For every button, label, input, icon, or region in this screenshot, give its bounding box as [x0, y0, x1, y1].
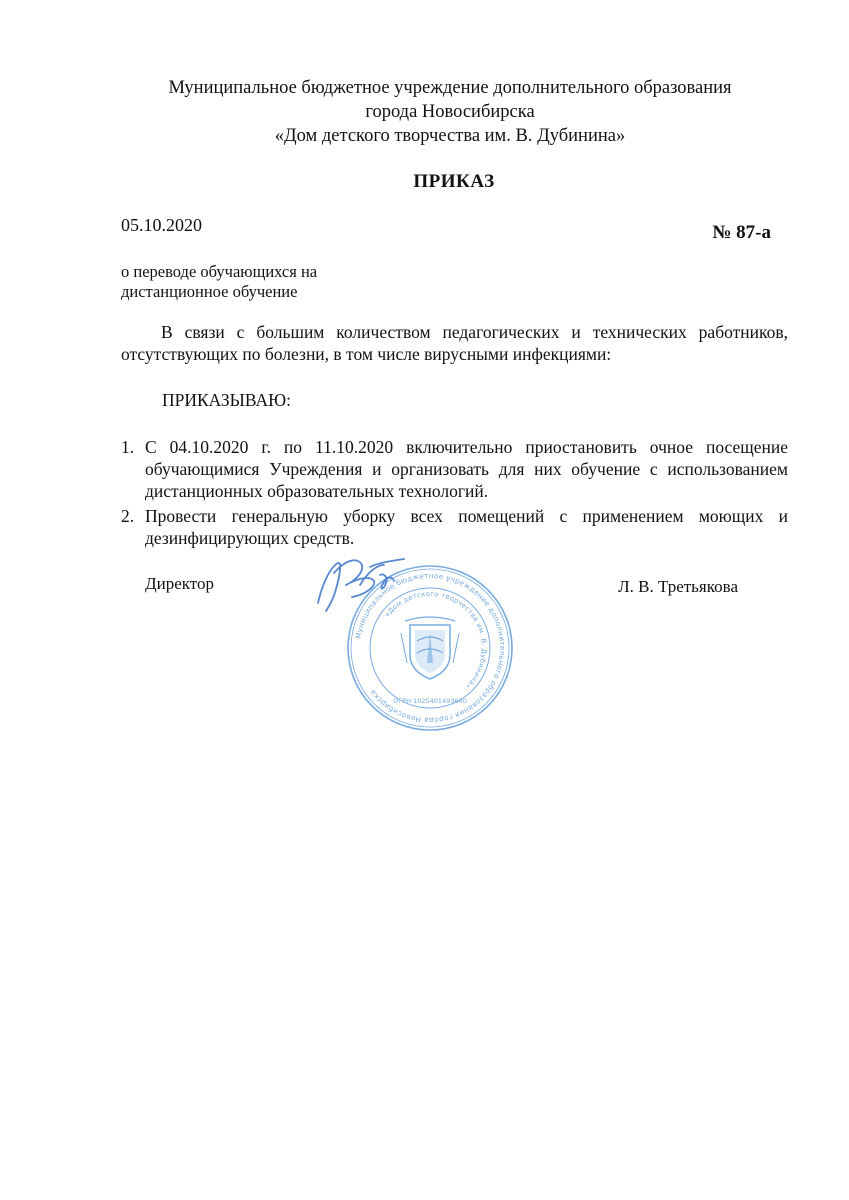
seal-inner-text: «Дом детского творчества им. В. Дубинина»: [383, 589, 489, 691]
organization-header: [100, 76, 800, 148]
order-items-list: [121, 436, 788, 552]
order-date: 05.10.2020: [121, 215, 202, 235]
organization-line-1: Муниципальное бюджетное учреждение дополнительного образования: [168, 78, 732, 98]
seal-ogrn: ОГРН 1025401493660: [393, 697, 467, 705]
organization-line-3: «Дом детского творчества им. В. Дубинина»: [274, 126, 626, 146]
document-title: ПРИКАЗ: [413, 171, 495, 192]
signer-position: Директор: [145, 574, 214, 593]
signer-name: Л. В. Третьякова: [618, 577, 738, 596]
order-subject: [121, 262, 317, 302]
coat-of-arms-icon: [401, 617, 459, 679]
seal-outer-text: Муниципальное бюджетное учреждение дополнительного образования города Новосибирска: [353, 570, 508, 726]
order-item: [121, 505, 788, 549]
subject-line-2: дистанционное обучение: [121, 282, 298, 301]
order-item-text: С 04.10.2020 г. по 11.10.2020 включительно приостановить очное посещение обучающимися Учреждения и организовать для них обучение с использованием дистанционных образовательных технологий.: [145, 437, 788, 501]
preamble-paragraph: В связи с большим количеством педагогических и технических работников, отсутствующих по болезни, в том числе вирусными инфекциями:: [121, 322, 788, 364]
order-item: [121, 436, 788, 502]
subject-line-1: о переводе обучающихся на: [121, 262, 318, 281]
order-item-number: 2.: [121, 506, 135, 526]
order-directive: ПРИКАЗЫВАЮ:: [162, 390, 291, 410]
order-item-number: 1.: [121, 437, 135, 457]
handwritten-signature: [300, 545, 420, 620]
order-number: № 87-а: [712, 222, 771, 243]
order-item-text: Провести генеральную уборку всех помещений с применением моющих и дезинфицирующих средств.: [145, 506, 788, 548]
organization-line-2: города Новосибирска: [365, 102, 535, 122]
